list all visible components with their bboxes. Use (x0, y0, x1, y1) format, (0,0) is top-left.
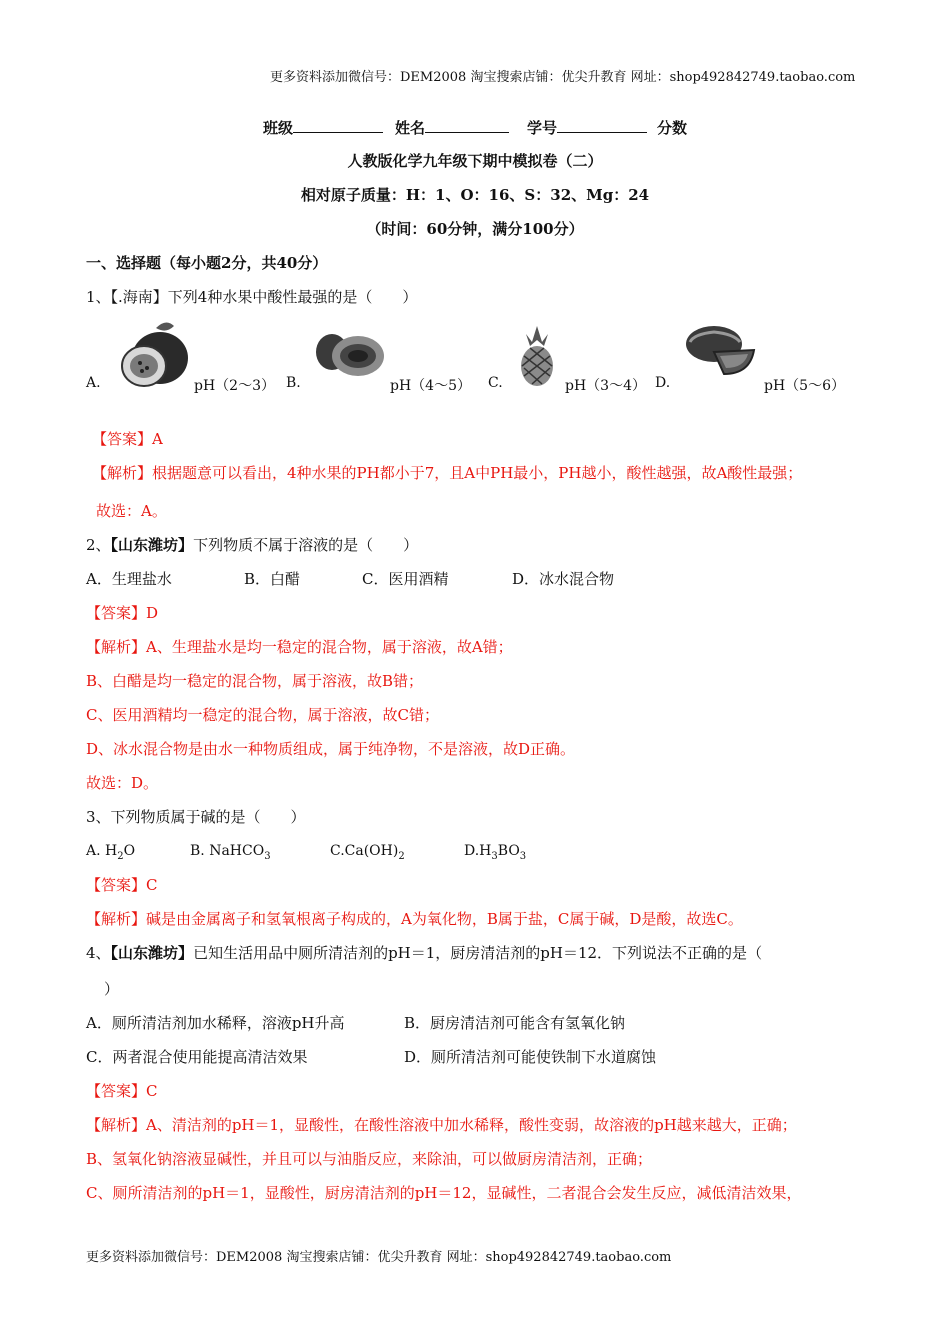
q4-stem: 已知生活用品中厕所清洁剂的pH＝1，厨房清洁剂的pH＝12．下列说法不正确的是（ (193, 944, 763, 962)
name-blank (425, 117, 509, 133)
q4-number: 4、 (86, 944, 111, 962)
class-label: 班级 (262, 119, 293, 137)
q2-analysis-4: D、冰水混合物是由水一种物质组成，属于纯净物，不是溶液，故D正确。 (86, 740, 576, 758)
q2-analysis-5: 故选：D。 (86, 774, 159, 792)
q2-analysis-3: C、医用酒精均一稳定的混合物，属于溶液，故C错； (86, 706, 439, 724)
page-title: 人教版化学九年级下期中模拟卷（二） (347, 152, 603, 170)
page-header: 更多资料添加微信号：DEM2008 淘宝搜索店铺：优尖升教育 网址：shop492842749.taobao.com (270, 70, 856, 85)
q2-analysis-2: B、白醋是均一稳定的混合物，属于溶液，故B错； (86, 672, 424, 690)
q4-source: 【山东潍坊】 (110, 944, 194, 962)
q2-option-d: D．冰水混合物 (512, 570, 615, 588)
q1-option-c-ph: pH（3～4） (565, 378, 646, 394)
q4-analysis-2: B、氢氧化钠溶液显碱性，并且可以与油脂反应，来除油，可以做厨房清洁剂，正确； (86, 1150, 653, 1168)
name-label: 姓名 (394, 119, 425, 137)
q1-option-a-ph: pH（2～3） (194, 378, 275, 394)
student-info-row (0, 117, 950, 138)
q1-option-c-letter: C. (488, 375, 503, 391)
pineapple-icon (512, 324, 562, 388)
q2-stem: 下列物质不属于溶液的是（ ） (193, 536, 419, 554)
score-label: 分数 (657, 119, 688, 137)
id-blank (557, 117, 647, 133)
q3-option-c: $C.Ca(OH)_2$ (330, 843, 405, 862)
q4-analysis-1: 【解析】A、清洁剂的pH＝1，显酸性，在酸性溶液中加水稀释，酸性变弱，故溶液的pH越来越大，正确； (86, 1116, 797, 1134)
q4-option-c: C．两者混合使用能提高清洁效果 (86, 1048, 308, 1066)
q2-stem-line (86, 535, 418, 555)
q1-analysis-2: 故选：A。 (96, 502, 167, 520)
id-label: 学号 (527, 119, 558, 137)
section-heading: 一、选择题（每小题2分，共40分） (86, 254, 328, 272)
atomic-mass-line: 相对原子质量：H：1、O：16、S：32、Mg：24 (300, 186, 650, 204)
time-line: （时间：60分钟，满分100分） (366, 220, 584, 238)
q3-stem: 3、下列物质属于碱的是（ ） (86, 808, 306, 826)
q2-option-a: A．生理盐水 (86, 570, 172, 588)
q1-stem: 1、【.海南】下列4种水果中酸性最强的是（ ） (86, 288, 418, 306)
papaya-icon (312, 326, 386, 382)
q3-answer: 【答案】C (86, 876, 158, 894)
q4-option-a: A．厕所清洁剂加水稀释，溶液pH升高 (86, 1014, 345, 1032)
q3-analysis: 【解析】碱是由金属离子和氢氧根离子构成的，A为氧化物，B属于盐，C属于碱，D是酸，故选C。 (86, 910, 743, 928)
q2-option-b: B．白醋 (244, 570, 301, 588)
class-blank (293, 117, 383, 133)
passion-fruit-icon (112, 318, 190, 390)
q1-analysis-1: 【解析】根据题意可以看出，4种水果的PH都小于7，且A中PH最小，PH越小，酸性越强，故A酸性最强； (92, 464, 803, 482)
q1-option-b-letter: B. (286, 375, 301, 391)
page-footer: 更多资料添加微信号：DEM2008 淘宝搜索店铺：优尖升教育 网址：shop492842749.taobao.com (86, 1250, 672, 1265)
q1-option-d-ph: pH（5～6） (764, 378, 845, 394)
watermelon-icon (684, 322, 756, 380)
q1-option-a-letter: A. (86, 375, 101, 391)
q3-option-d: $D.H_3BO_3$ (464, 843, 527, 862)
q3-option-a: A. $H_2O$ (86, 843, 136, 862)
q4-stem-line (86, 943, 762, 963)
q4-analysis-3: C、厕所清洁剂的pH＝1，显酸性，厨房清洁剂的pH＝12，显碱性，二者混合会发生反应，减低清洁效果， (86, 1184, 802, 1202)
q2-analysis-1: 【解析】A、生理盐水是均一稳定的混合物，属于溶液，故A错； (86, 638, 513, 656)
q2-number: 2、 (86, 536, 111, 554)
q3-option-b: B. NaHCO$_3$ (190, 843, 271, 862)
q4-option-d: D．厕所清洁剂可能使铁制下水道腐蚀 (404, 1048, 657, 1066)
q1-option-b-ph: pH（4～5） (390, 378, 471, 394)
q2-source: 【山东潍坊】 (110, 536, 194, 554)
q1-option-d-letter: D. (655, 375, 671, 391)
q4-stem-end: ） (104, 980, 120, 998)
q2-answer: 【答案】D (86, 604, 159, 622)
q2-option-c: C．医用酒精 (362, 570, 449, 588)
q4-option-b: B．厨房清洁剂可能含有氢氧化钠 (404, 1014, 626, 1032)
q1-answer: 【答案】A (92, 430, 163, 448)
q4-answer: 【答案】C (86, 1082, 158, 1100)
